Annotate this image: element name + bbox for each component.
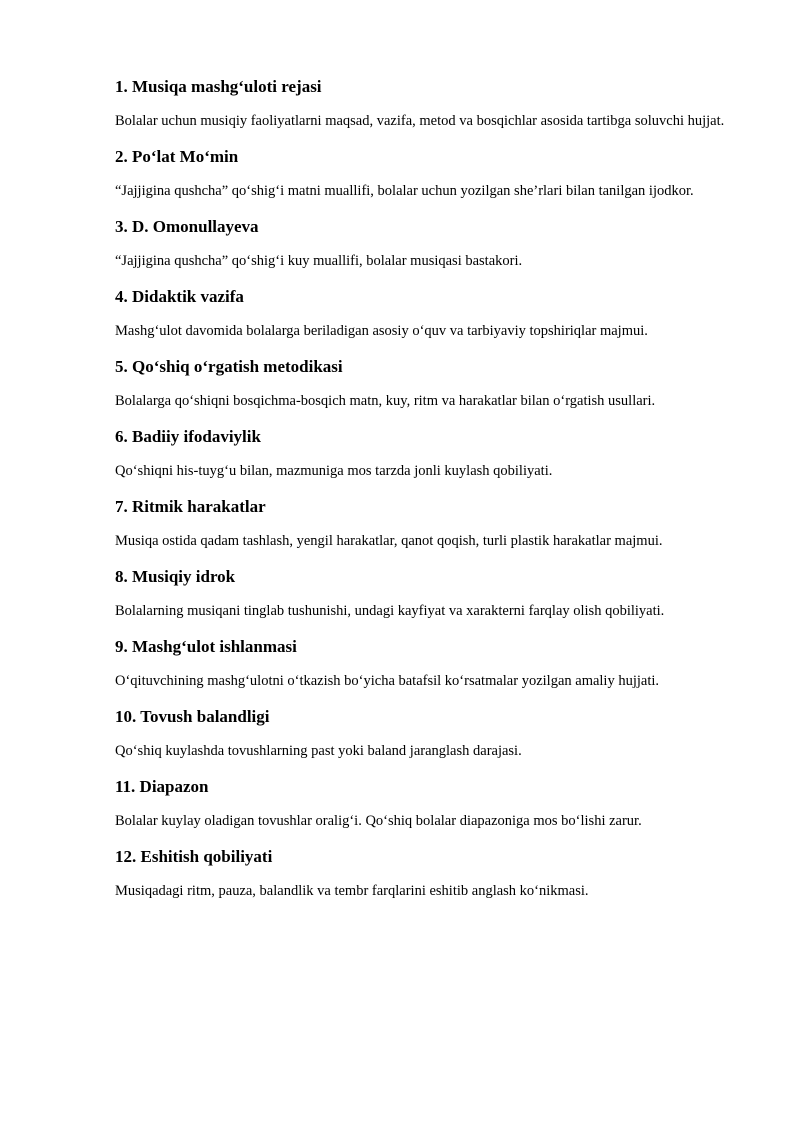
entry-title: 8. Musiqiy idrok: [115, 567, 236, 586]
entry-definition: Bolalarning musiqani tinglab tushunishi, undagi kayfiyat va xarakterni farqlay olish qobiliyati.: [115, 603, 665, 619]
glossary-entry-7: [115, 496, 730, 551]
entry-title: 2. Po‘lat Mo‘min: [115, 147, 239, 166]
entry-definition: Bolalarga qo‘shiqni bosqichma-bosqich matn, kuy, ritm va harakatlar bilan o‘rgatish usullari.: [115, 393, 656, 409]
entry-definition: Bolalar kuylay oladigan tovushlar oralig‘i. Qo‘shiq bolalar diapazoniga mos bo‘lishi zarur.: [115, 813, 642, 829]
entry-title: 4. Didaktik vazifa: [115, 287, 244, 306]
entry-definition: O‘qituvchining mashg‘ulotni o‘tkazish bo‘yicha batafsil ko‘rsatmalar yozilgan amaliy hujjati.: [115, 673, 660, 689]
entry-definition: Musiqa ostida qadam tashlash, yengil harakatlar, qanot qoqish, turli plastik harakatlar majmui.: [115, 533, 663, 549]
glossary-entry-4: [115, 286, 730, 341]
entry-title: 10. Tovush balandligi: [115, 707, 270, 726]
entry-title: 3. D. Omonullayeva: [115, 217, 259, 236]
entry-definition: Qo‘shiq kuylashda tovushlarning past yoki baland jaranglash darajasi.: [115, 743, 522, 759]
entry-definition: “Jajjigina qushcha” qo‘shig‘i matni muallifi, bolalar uchun yozilgan she’rlari bilan tanilgan ijodkor.: [115, 183, 694, 199]
entry-title: 12. Eshitish qobiliyati: [115, 847, 273, 866]
glossary-entry-5: [115, 356, 730, 411]
entry-definition: Qo‘shiqni his-tuyg‘u bilan, mazmuniga mos tarzda jonli kuylash qobiliyati.: [115, 463, 553, 479]
glossary-entry-8: [115, 566, 730, 621]
glossary-entry-11: [115, 776, 730, 831]
entry-definition: Bolalar uchun musiqiy faoliyatlarni maqsad, vazifa, metod va bosqichlar asosida tartibga soluvchi hujjat.: [115, 113, 725, 129]
entry-title: 6. Badiiy ifodaviylik: [115, 427, 261, 446]
entry-definition: Mashg‘ulot davomida bolalarga beriladigan asosiy o‘quv va tarbiyaviy topshiriqlar majmui.: [115, 323, 648, 339]
glossary-entry-9: [115, 636, 730, 691]
entry-definition: Musiqadagi ritm, pauza, balandlik va tembr farqlarini eshitib anglash ko‘nikmasi.: [115, 883, 589, 899]
entry-title: 1. Musiqa mashg‘uloti rejasi: [115, 77, 322, 96]
glossary-entry-1: [115, 76, 730, 131]
glossary-entry-2: [115, 146, 730, 201]
entry-title: 11. Diapazon: [115, 777, 209, 796]
entry-title: 5. Qo‘shiq o‘rgatish metodikasi: [115, 357, 343, 376]
glossary-entry-10: [115, 706, 730, 761]
glossary-entry-6: [115, 426, 730, 481]
glossary-entry-12: [115, 846, 730, 901]
entry-definition: “Jajjigina qushcha” qo‘shig‘i kuy muallifi, bolalar musiqasi bastakori.: [115, 253, 523, 269]
entry-title: 7. Ritmik harakatlar: [115, 497, 266, 516]
entry-title: 9. Mashg‘ulot ishlanmasi: [115, 637, 297, 656]
glossary-entry-3: [115, 216, 730, 271]
document-page: [115, 76, 730, 916]
